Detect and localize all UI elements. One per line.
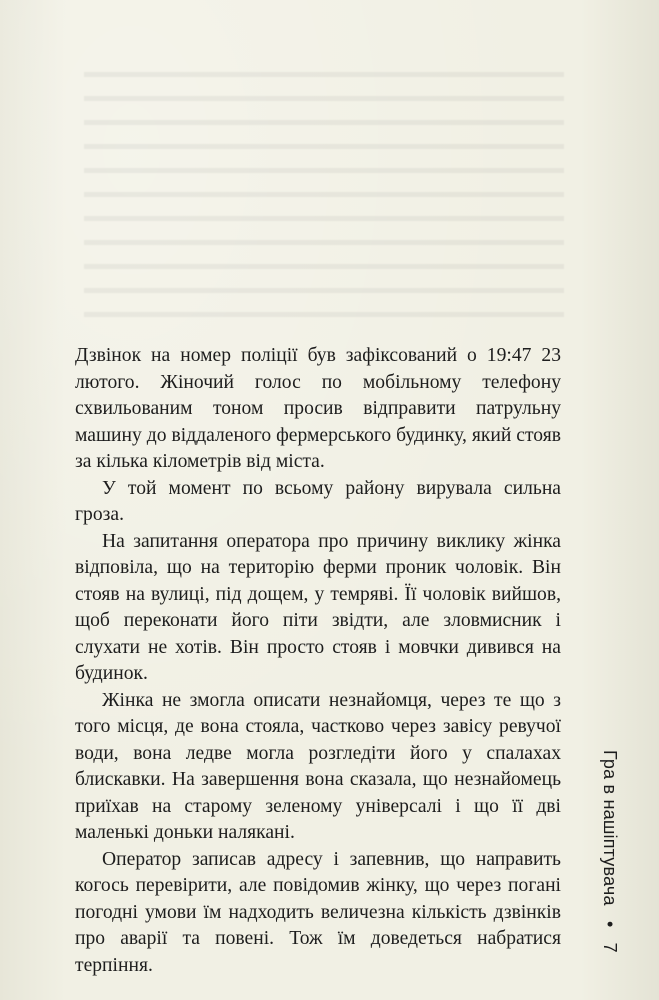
- paragraph-description: Жінка не змогла описати незнайомця, через те що з того місця, де вона стояла, частково через завісу ревучої води, вона ледве могла розгледіти його у спалахах блискавки. На завершення вона сказала, що незнайомець приїхав на старому зеленому універсалі і що її дві маленькі доньки налякані.: [75, 689, 561, 843]
- running-head: [600, 750, 620, 953]
- running-title: Гра в нашіптувача: [600, 750, 620, 906]
- body-text: [75, 343, 561, 979]
- separator-bullet: •: [600, 920, 620, 928]
- paragraph-call-logged: Дзвінок на номер поліції був зафіксований о 19:47 23 лютого. Жіночий голос по мобільному телефону схвильованим тоном просив відправити патрульну машину до віддаленого фермерського будинку, який стояв за кілька кілометрів від міста.: [75, 345, 561, 472]
- paragraph-intruder: На запитання оператора про причину виклику жінка відповіла, що на територію ферми проник чоловік. Він стояв на вулиці, під дощем, у темряві. Її чоловік вийшов, щоб переконати його піти звідти, але зловмисник і слухати не хотів. Він просто стояв і мовчки дивився на будинок.: [75, 530, 561, 684]
- page-number: 7: [600, 942, 620, 953]
- show-through-texture: [84, 62, 564, 332]
- paragraph-storm: У той момент по всьому району вирувала сильна гроза.: [75, 477, 561, 525]
- paragraph-operator: Оператор записав адресу і запевнив, що направить когось перевірити, але повідомив жінку, що через погані погодні умови їм надходить величезна кількість дзвінків про аварії та повені. Тож їм доведеться набратися терпіння.: [75, 848, 561, 976]
